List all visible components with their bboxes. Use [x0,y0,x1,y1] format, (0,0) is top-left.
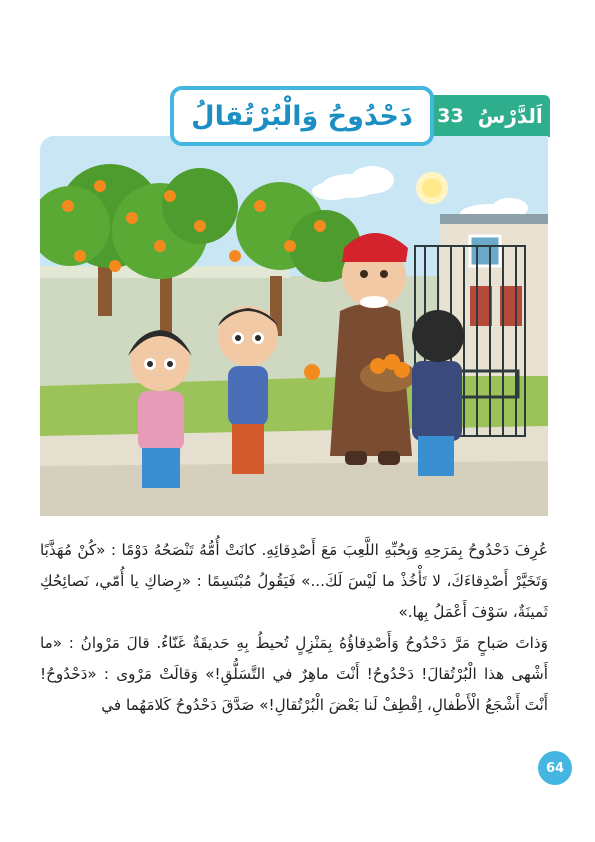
lesson-number: 33 [437,105,464,127]
sun-icon [419,175,445,201]
lesson-word: اَلدَّرْسُ [477,104,543,128]
story-paragraph-1: عُرِفَ دَحْدُوحُ بِمَرَحِهِ وَبِحُبِّهِ اللَّعِبَ مَعَ أَصْدِقائِهِ. كانَتْ أُمُّهُ تَنْصَحُهُ دَوْمًا : «كُنْ مُهَذَّبًا وَتَخَيَّرْ أَصْدِقاءَكَ، لا تَأْخُذْ ما لَيْسَ لَكَ...» فَيَقُولُ مُبْتَسِمًا : «رِضاكِ يا أُمّي، نَصائِحُكِ ثَمينَةٌ، سَوْفَ أَعْمَلُ بِها.» [40,541,548,621]
lesson-title: دَحْدُوحُ وَالْبُرْتُقالُ [191,100,413,132]
story-illustration [40,136,548,516]
illustration-scene [40,136,548,516]
story-text [40,535,548,721]
page-number-badge [538,751,572,785]
lesson-tab [430,95,550,137]
page-number: 64 [545,760,565,776]
lesson-title-box [170,86,434,146]
story-paragraph-2: وَذاتَ صَباحٍ مَرَّ دَحْدُوحُ وَأَصْدِقاؤُهُ بِمَنْزِلٍ تُحيطُ بِهِ حَديقَةٌ غَنّاءُ. قالَ مَرْوانُ : «ما أَشْهى هذا الْبُرْتُقالَ! دَحْدُوحُ! أَنْتَ ماهِرٌ في التَّسَلُّقِ!» وَقالَتْ مَرْوى : «دَحْدُوحُ! أَنْتَ أَشْجَعُ الْأَطْفالِ، اِقْطِفْ لَنا بَعْضَ الْبُرْتُقالِ!» صَدَّقَ دَحْدُوحُ كَلامَهُما في [40,634,548,714]
